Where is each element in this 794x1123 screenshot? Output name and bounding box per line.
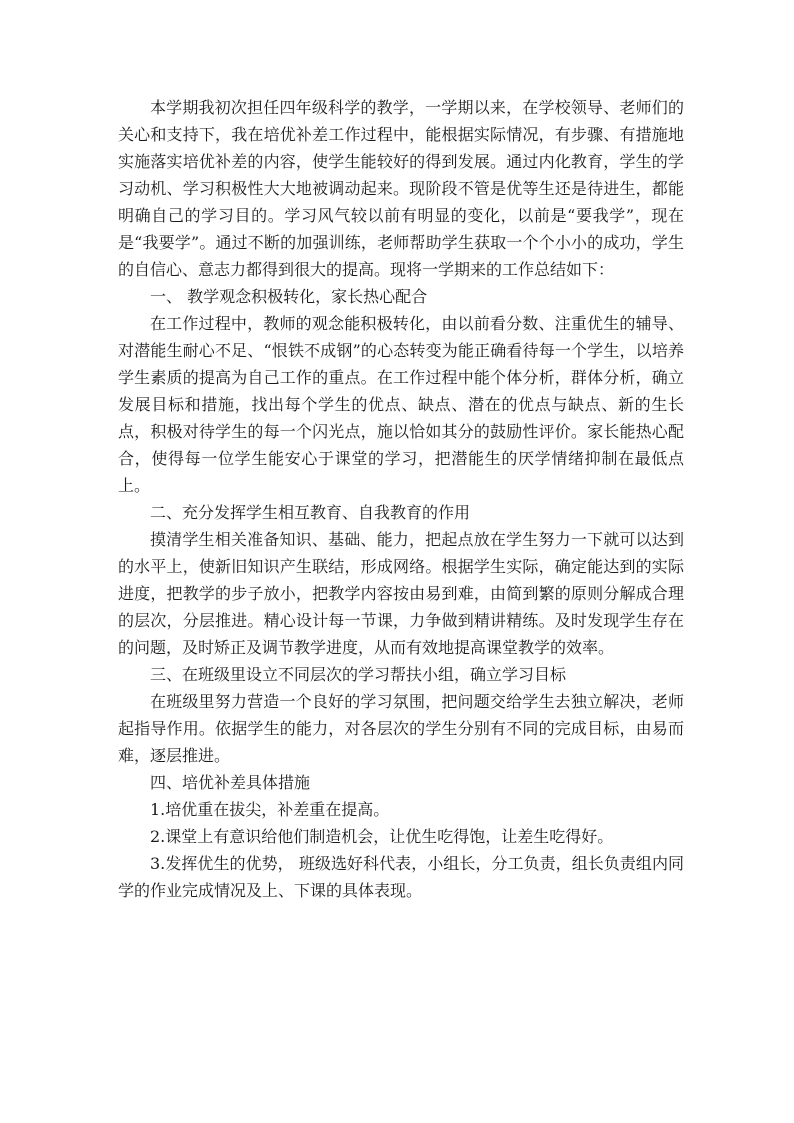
section-paragraph-3: 在班级里努力营造一个良好的学习氛围，把问题交给学生去独立解决，老师起指导作用。依据学生的能力，对各层次的学生分别有不同的完成目标，由易而难，逐层推进。 (118, 692, 684, 765)
section-heading-4: 四、培优补差具体措施 (150, 773, 311, 792)
intro-paragraph: 本学期我初次担任四年级科学的教学，一学期以来，在学校领导、老师们的关心和支持下，我在培优补差工作过程中，能根据实际情况，有步骤、有措施地实施落实培优补差的内容，使学生能较好的得到发展。通过内化教育，学生的学习动机、学习积极性大大地被调动起来。现阶段不管是优等生还是待进生，都能明确自己的学习目的。学习风气较以前有明显的变化，以前是“要我学”，现在是“我要学”。通过不断的加强训练，老师帮助学生获取一个个小小的成功，学生的自信心、意志力都得到很大的提高。现将一学期来的工作总结如下： (118, 98, 684, 279)
section-heading-3: 三、在班级里设立不同层次的学习帮扶小组，确立学习目标 (150, 665, 567, 684)
measure-item-2: 2.课堂上有意识给他们制造机会，让优生吃得饱，让差生吃得好。 (150, 827, 614, 846)
section-paragraph-2: 摸清学生相关准备知识、基础、能力，把起点放在学生努力一下就可以达到的水平上，使新旧知识产生联结，形成网络。根据学生实际，确定能达到的实际进度，把教学的步子放小，把教学内容按由易到难，由简到繁的原则分解成合理的层次，分层推进。精心设计每一节课，力争做到精讲精练。及时发现学生存在的问题，及时矫正及调节教学进度，从而有效地提高课堂教学的效率。 (118, 530, 684, 657)
section-heading-2: 二、充分发挥学生相互教育、自我教育的作用 (150, 503, 471, 522)
document-body (118, 94, 684, 904)
section-heading-1: 一、 教学观念积极转化，家长热心配合 (150, 287, 428, 306)
measure-item-3: 3.发挥优生的优势， 班级选好科代表，小组长，分工负责，组长负责组内同学的作业完成情况及上、下课的具体表现。 (118, 854, 684, 900)
section-paragraph-1: 在工作过程中，教师的观念能积极转化，由以前看分数、注重优生的辅导、对潜能生耐心不足、“恨铁不成钢”的心态转变为能正确看待每一个学生，以培养学生素质的提高为自己工作的重点。在工作过程中能个体分析，群体分析，确立发展目标和措施，找出每个学生的优点、缺点、潜在的优点与缺点、新的生长点，积极对待学生的每一个闪光点，施以恰如其分的鼓励性评价。家长能热心配合，使得每一位学生能安心于课堂的学习，把潜能生的厌学情绪抑制在最低点上。 (118, 314, 684, 495)
measure-item-1: 1.培优重在拔尖，补差重在提高。 (150, 800, 390, 819)
